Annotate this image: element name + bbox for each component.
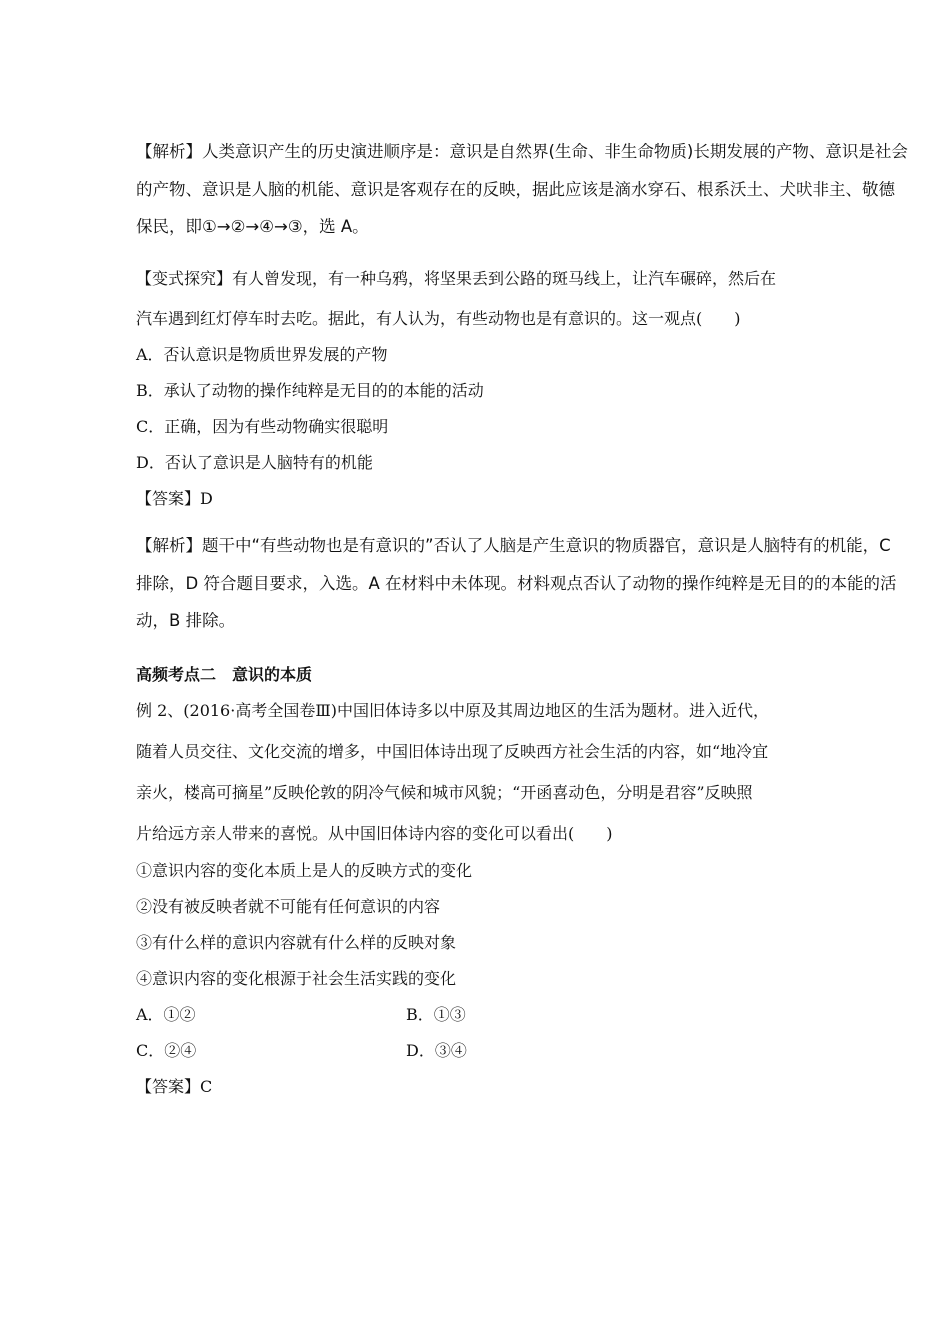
example2-stem-line-4: 片给远方亲人带来的喜悦。从中国旧体诗内容的变化可以看出( ) <box>136 824 613 843</box>
example2-stem-line-3: 亲火，楼高可摘星”反映伦敦的阴冷气候和城市风貌；“开函喜动色，分明是君容”反映照 <box>136 783 753 802</box>
variant-option-c: C．正确，因为有些动物确实很聪明 <box>136 417 389 436</box>
analysis2-line-1: 【解析】题干中“有些动物也是有意识的”否认了人脑是产生意识的物质器官，意识是人脑特有的机能，C <box>136 536 891 555</box>
example2-stem-line-2: 随着人员交往、文化交流的增多，中国旧体诗出现了反映西方社会生活的内容，如“地冷宜 <box>136 742 769 761</box>
example2-statement-4: ④意识内容的变化根源于社会生活实践的变化 <box>136 969 457 988</box>
example2-stem-line-1: 例 2、(2016·高考全国卷Ⅲ)中国旧体诗多以中原及其周边地区的生活为题材。进入近代， <box>136 701 769 720</box>
analysis2-line-3: 动，B 排除。 <box>136 611 236 630</box>
variant-option-b: B．承认了动物的操作纯粹是无目的的本能的活动 <box>136 381 484 400</box>
section-title: 高频考点二 意识的本质 <box>136 665 313 684</box>
variant-stem-line-2: 汽车遇到红灯停车时去吃。据此，有人认为，有些动物也是有意识的。这一观点( ) <box>136 309 741 328</box>
example2-option-c: C．②④ <box>136 1041 197 1060</box>
example2-option-b: B．①③ <box>406 1005 466 1024</box>
analysis2-line-2: 排除，D 符合题目要求，入选。A 在材料中未体现。材料观点否认了动物的操作纯粹是无目的的本能的活 <box>136 574 897 593</box>
example2-statement-3: ③有什么样的意识内容就有什么样的反映对象 <box>136 933 457 952</box>
analysis1-line-2: 的产物、意识是人脑的机能、意识是客观存在的反映，据此应该是滴水穿石、根系沃土、犬吠非主、敬德 <box>136 180 895 199</box>
analysis1-line-1: 【解析】人类意识产生的历史演进顺序是：意识是自然界(生命、非生命物质)长期发展的产物、意识是社会 <box>136 142 908 161</box>
example2-statement-2: ②没有被反映者就不可能有任何意识的内容 <box>136 897 441 916</box>
variant-stem-line-1: 【变式探究】有人曾发现，有一种乌鸦，将坚果丢到公路的斑马线上，让汽车碾碎，然后在 <box>136 269 777 288</box>
example2-answer: 【答案】C <box>136 1077 213 1096</box>
variant-option-a: A．否认意识是物质世界发展的产物 <box>136 345 388 364</box>
analysis1-line-3: 保民，即①→②→④→③，选 A。 <box>136 217 369 236</box>
variant-option-d: D．否认了意识是人脑特有的机能 <box>136 453 373 472</box>
variant-answer: 【答案】D <box>136 489 213 508</box>
example2-option-d: D．③④ <box>406 1041 467 1060</box>
example2-option-a: A．①② <box>136 1005 196 1024</box>
example2-statement-1: ①意识内容的变化本质上是人的反映方式的变化 <box>136 861 473 880</box>
